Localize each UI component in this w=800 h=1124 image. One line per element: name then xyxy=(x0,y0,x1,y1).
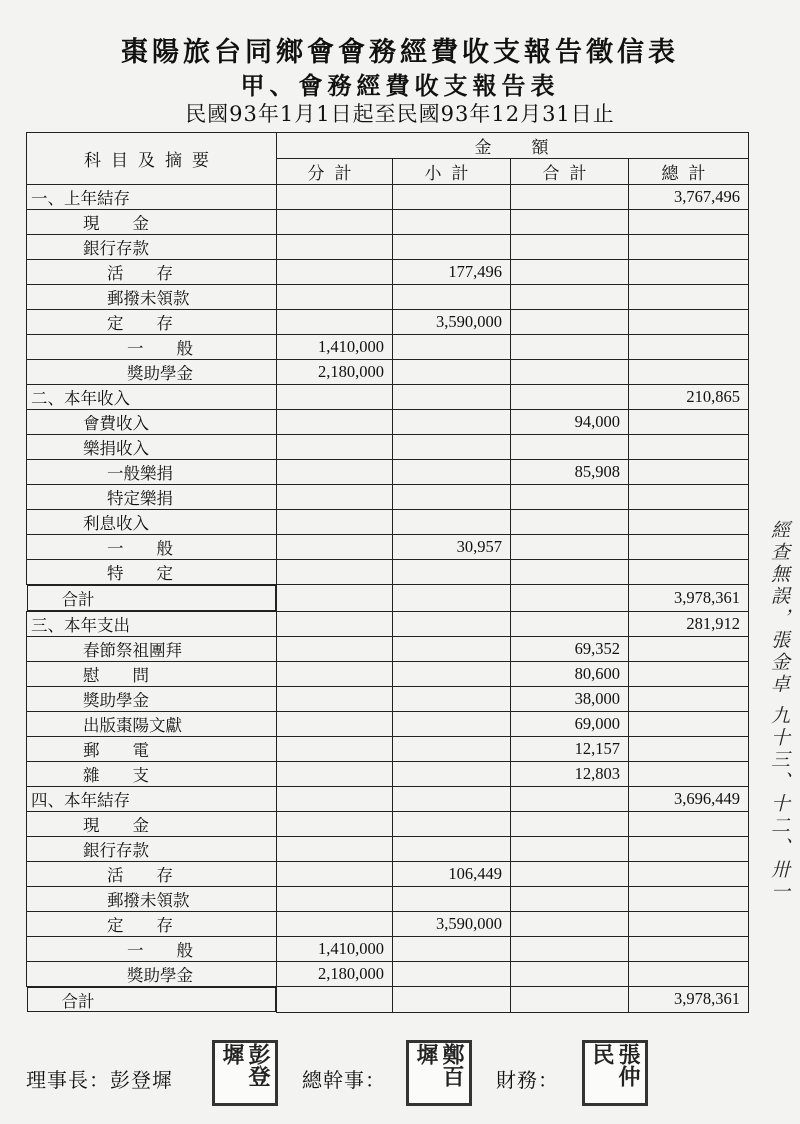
amount-cell-b xyxy=(393,636,511,661)
amount-cell-b xyxy=(393,811,511,836)
amount-cell-d xyxy=(629,560,749,585)
amount-cell-b xyxy=(393,786,511,811)
signature-footer xyxy=(26,1040,766,1110)
header-small-total: 小計 xyxy=(393,159,511,185)
header-total: 合計 xyxy=(511,159,629,185)
report-subtitle: 甲、會務經費收支報告表 xyxy=(240,71,560,100)
table-row xyxy=(27,936,749,961)
amount-cell-b xyxy=(393,686,511,711)
amount-cell-b: 30,957 xyxy=(393,535,511,560)
amount-cell-b xyxy=(393,761,511,786)
amount-cell-d xyxy=(629,310,749,335)
report-title: 棗陽旅台同鄉會會務經費收支報告徵信表 xyxy=(121,37,679,68)
amount-cell-a xyxy=(277,560,393,585)
amount-cell-c xyxy=(511,435,629,460)
amount-cell-b xyxy=(393,661,511,686)
amount-cell-a xyxy=(277,686,393,711)
table-row xyxy=(27,961,749,986)
amount-cell-d xyxy=(629,686,749,711)
amount-cell-b xyxy=(393,560,511,585)
amount-cell-d: 210,865 xyxy=(629,385,749,410)
amount-cell-d xyxy=(629,285,749,310)
amount-cell-c: 85,908 xyxy=(511,460,629,485)
amount-cell-d xyxy=(629,510,749,535)
row-label: 郵撥未領款 xyxy=(27,285,277,310)
amount-cell-d: 281,912 xyxy=(629,611,749,636)
table-row xyxy=(27,485,749,510)
amount-cell-d: 3,767,496 xyxy=(629,185,749,210)
amount-cell-b xyxy=(393,936,511,961)
amount-cell-b xyxy=(393,736,511,761)
amount-cell-a xyxy=(277,485,393,510)
amount-cell-a xyxy=(277,410,393,435)
amount-cell-a xyxy=(277,260,393,285)
amount-cell-a xyxy=(277,761,393,786)
row-label: 一 般 xyxy=(27,535,277,560)
amount-cell-b xyxy=(393,335,511,360)
amount-cell-d xyxy=(629,736,749,761)
amount-cell-c xyxy=(511,836,629,861)
header-sub-total: 分計 xyxy=(277,159,393,185)
table-row xyxy=(27,360,749,385)
table-row xyxy=(27,811,749,836)
amount-cell-a xyxy=(277,736,393,761)
amount-cell-b xyxy=(393,360,511,385)
row-label: 利息收入 xyxy=(27,510,277,535)
amount-cell-a xyxy=(277,786,393,811)
header-item: 科目及摘要 xyxy=(27,133,277,185)
amount-cell-c xyxy=(511,585,629,612)
amount-cell-b xyxy=(393,836,511,861)
amount-cell-d xyxy=(629,861,749,886)
table-row xyxy=(27,535,749,560)
row-label: 一般樂捐 xyxy=(27,460,277,485)
finance-report-table xyxy=(26,132,749,1013)
amount-cell-d xyxy=(629,210,749,235)
amount-cell-d xyxy=(629,260,749,285)
amount-cell-c xyxy=(511,861,629,886)
amount-cell-a xyxy=(277,510,393,535)
amount-cell-d xyxy=(629,886,749,911)
report-body xyxy=(27,185,749,1013)
table-row xyxy=(27,335,749,360)
amount-cell-c: 80,600 xyxy=(511,661,629,686)
handwritten-note: 經查無誤，張金卓 九十三、十二、卅一 xyxy=(768,520,790,904)
amount-cell-b: 106,449 xyxy=(393,861,511,886)
amount-cell-b xyxy=(393,435,511,460)
amount-cell-c: 12,803 xyxy=(511,761,629,786)
amount-cell-d xyxy=(629,535,749,560)
amount-cell-d xyxy=(629,636,749,661)
amount-cell-b: 177,496 xyxy=(393,260,511,285)
amount-cell-c xyxy=(511,961,629,986)
table-row xyxy=(27,861,749,886)
amount-cell-a xyxy=(277,385,393,410)
row-label: 獎助學金 xyxy=(27,686,277,711)
amount-cell-a: 1,410,000 xyxy=(277,936,393,961)
amount-cell-d: 3,978,361 xyxy=(629,585,749,612)
amount-cell-a xyxy=(277,535,393,560)
amount-cell-d xyxy=(629,936,749,961)
table-row xyxy=(27,886,749,911)
amount-cell-b xyxy=(393,285,511,310)
amount-cell-b: 3,590,000 xyxy=(393,310,511,335)
secretary-seal: 鄭百墀 xyxy=(406,1040,472,1106)
amount-cell-a xyxy=(277,661,393,686)
amount-cell-b xyxy=(393,886,511,911)
amount-cell-c xyxy=(511,485,629,510)
amount-cell-c xyxy=(511,335,629,360)
header-row-1 xyxy=(27,133,749,159)
amount-cell-d xyxy=(629,836,749,861)
table-row xyxy=(27,435,749,460)
table-row xyxy=(27,711,749,736)
table-row xyxy=(27,185,749,210)
amount-cell-a xyxy=(277,585,393,612)
header-grand-total: 總計 xyxy=(629,159,749,185)
amount-cell-d xyxy=(629,360,749,385)
amount-cell-c xyxy=(511,310,629,335)
row-label: 春節祭祖團拜 xyxy=(27,636,277,661)
table-row xyxy=(27,560,749,585)
row-label: 會費收入 xyxy=(27,410,277,435)
amount-cell-a xyxy=(277,210,393,235)
amount-cell-c xyxy=(511,360,629,385)
amount-cell-a xyxy=(277,435,393,460)
row-label: 定 存 xyxy=(27,911,277,936)
amount-cell-b xyxy=(393,410,511,435)
amount-cell-d xyxy=(629,235,749,260)
table-row xyxy=(27,385,749,410)
table-row xyxy=(27,761,749,786)
amount-cell-b xyxy=(393,611,511,636)
amount-cell-d xyxy=(629,460,749,485)
row-label: 郵撥未領款 xyxy=(27,886,277,911)
row-label: 獎助學金 xyxy=(27,360,277,385)
amount-cell-c xyxy=(511,560,629,585)
amount-cell-b xyxy=(393,385,511,410)
table-row xyxy=(27,235,749,260)
amount-cell-a: 2,180,000 xyxy=(277,360,393,385)
row-label: 一 般 xyxy=(27,335,277,360)
row-label: 慰 問 xyxy=(27,661,277,686)
table-row xyxy=(27,410,749,435)
amount-cell-a xyxy=(277,811,393,836)
amount-cell-d xyxy=(629,761,749,786)
row-label: 一 般 xyxy=(27,936,277,961)
table-row xyxy=(27,986,749,1012)
amount-cell-a xyxy=(277,636,393,661)
row-label: 現 金 xyxy=(27,811,277,836)
row-label: 雜 支 xyxy=(27,761,277,786)
amount-cell-b xyxy=(393,510,511,535)
amount-cell-a: 1,410,000 xyxy=(277,335,393,360)
amount-cell-c: 94,000 xyxy=(511,410,629,435)
amount-cell-b: 3,590,000 xyxy=(393,911,511,936)
amount-cell-a xyxy=(277,285,393,310)
amount-cell-c xyxy=(511,535,629,560)
amount-cell-c xyxy=(511,786,629,811)
amount-cell-b xyxy=(393,460,511,485)
amount-cell-a xyxy=(277,836,393,861)
amount-cell-a xyxy=(277,460,393,485)
amount-cell-a xyxy=(277,711,393,736)
row-label: 現 金 xyxy=(27,210,277,235)
amount-cell-c: 38,000 xyxy=(511,686,629,711)
row-label: 活 存 xyxy=(27,260,277,285)
amount-cell-a xyxy=(277,235,393,260)
row-label: 出版棗陽文獻 xyxy=(27,711,277,736)
finance-seal: 張仲民 xyxy=(582,1040,648,1106)
row-label: 獎助學金 xyxy=(27,961,277,986)
table-row xyxy=(27,460,749,485)
row-label: 一、上年結存 xyxy=(27,185,277,210)
table-row xyxy=(27,210,749,235)
table-row xyxy=(27,285,749,310)
table-row xyxy=(27,911,749,936)
amount-cell-a xyxy=(277,611,393,636)
amount-cell-c xyxy=(511,811,629,836)
amount-cell-d xyxy=(629,911,749,936)
row-label: 合計 xyxy=(27,585,277,611)
amount-cell-d xyxy=(629,661,749,686)
chairman-label: 理事長：彭登墀 xyxy=(26,1068,173,1092)
amount-cell-a xyxy=(277,886,393,911)
amount-cell-b xyxy=(393,986,511,1012)
amount-cell-b xyxy=(393,185,511,210)
row-label: 樂捐收入 xyxy=(27,435,277,460)
report-period: 民國93年1月1日起至民國93年12月31日止 xyxy=(185,102,615,126)
row-label: 二、本年收入 xyxy=(27,385,277,410)
row-label: 合計 xyxy=(27,987,277,1013)
amount-cell-c xyxy=(511,936,629,961)
amount-cell-a xyxy=(277,310,393,335)
amount-cell-c: 69,352 xyxy=(511,636,629,661)
amount-cell-d xyxy=(629,485,749,510)
header-amount: 金 額 xyxy=(277,133,749,159)
amount-cell-c xyxy=(511,385,629,410)
amount-cell-d xyxy=(629,410,749,435)
amount-cell-d xyxy=(629,811,749,836)
amount-cell-c xyxy=(511,911,629,936)
table-row xyxy=(27,786,749,811)
table-row xyxy=(27,661,749,686)
amount-cell-c: 69,000 xyxy=(511,711,629,736)
amount-cell-c xyxy=(511,285,629,310)
row-label: 銀行存款 xyxy=(27,836,277,861)
amount-cell-d: 3,978,361 xyxy=(629,986,749,1012)
row-label: 三、本年支出 xyxy=(27,611,277,636)
row-label: 活 存 xyxy=(27,861,277,886)
row-label: 特 定 xyxy=(27,560,277,585)
row-label: 定 存 xyxy=(27,310,277,335)
amount-cell-c: 12,157 xyxy=(511,736,629,761)
amount-cell-c xyxy=(511,510,629,535)
table-row xyxy=(27,836,749,861)
amount-cell-c xyxy=(511,886,629,911)
amount-cell-c xyxy=(511,210,629,235)
finance-label: 財務： xyxy=(496,1068,559,1092)
amount-cell-a: 2,180,000 xyxy=(277,961,393,986)
amount-cell-c xyxy=(511,986,629,1012)
table-row xyxy=(27,736,749,761)
amount-cell-b xyxy=(393,485,511,510)
table-row xyxy=(27,636,749,661)
amount-cell-a xyxy=(277,185,393,210)
amount-cell-b xyxy=(393,961,511,986)
row-label: 銀行存款 xyxy=(27,235,277,260)
table-row xyxy=(27,611,749,636)
table-row xyxy=(27,260,749,285)
amount-cell-b xyxy=(393,210,511,235)
amount-cell-c xyxy=(511,260,629,285)
row-label: 郵 電 xyxy=(27,736,277,761)
amount-cell-c xyxy=(511,611,629,636)
amount-cell-c xyxy=(511,185,629,210)
amount-cell-c xyxy=(511,235,629,260)
amount-cell-b xyxy=(393,711,511,736)
amount-cell-d xyxy=(629,711,749,736)
amount-cell-d: 3,696,449 xyxy=(629,786,749,811)
secretary-label: 總幹事： xyxy=(302,1068,386,1092)
amount-cell-a xyxy=(277,861,393,886)
table-row xyxy=(27,585,749,612)
amount-cell-d xyxy=(629,435,749,460)
table-row xyxy=(27,510,749,535)
amount-cell-a xyxy=(277,911,393,936)
row-label: 四、本年結存 xyxy=(27,786,277,811)
amount-cell-d xyxy=(629,961,749,986)
table-row xyxy=(27,686,749,711)
amount-cell-b xyxy=(393,585,511,612)
chairman-seal: 彭登墀 xyxy=(212,1040,278,1106)
amount-cell-b xyxy=(393,235,511,260)
table-row xyxy=(27,310,749,335)
amount-cell-d xyxy=(629,335,749,360)
amount-cell-a xyxy=(277,986,393,1012)
row-label: 特定樂捐 xyxy=(27,485,277,510)
